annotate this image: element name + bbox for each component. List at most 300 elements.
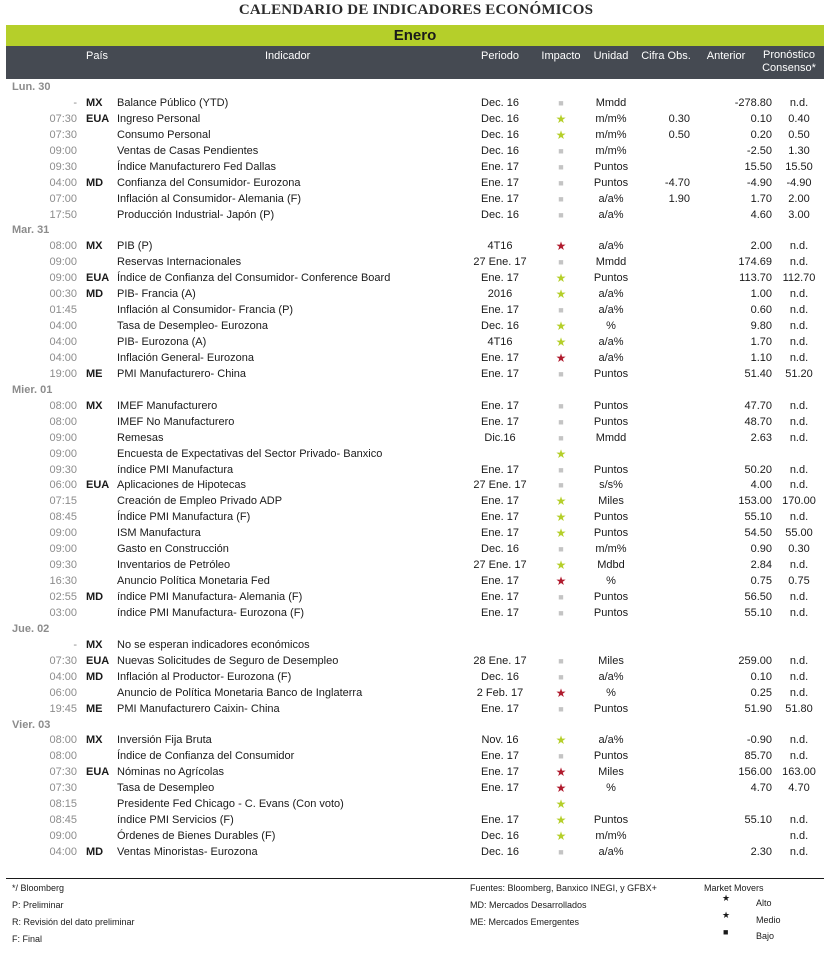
row-previous: 4.00 bbox=[750, 479, 772, 492]
row-unit: m/m% bbox=[595, 830, 627, 843]
row-country: MD bbox=[86, 591, 104, 603]
impact-star-icon: ★ bbox=[555, 111, 567, 126]
row-indicator: IMEF No Manufacturero bbox=[117, 415, 235, 428]
day-label: Mar. 31 bbox=[12, 224, 50, 237]
row-period: 2016 bbox=[487, 288, 513, 301]
row-indicator: Inflación al Consumidor- Francia (P) bbox=[117, 304, 294, 317]
row-unit: a/a% bbox=[598, 336, 624, 348]
row-forecast: 170.00 bbox=[782, 495, 816, 508]
row-previous: 174.69 bbox=[738, 256, 772, 269]
row-forecast: 15.50 bbox=[785, 160, 813, 173]
row-period: Ene. 17 bbox=[481, 527, 519, 540]
row-indicator: PIB (P) bbox=[117, 240, 153, 253]
row-previous: 85.70 bbox=[744, 750, 772, 763]
impact-square-icon: ■ bbox=[558, 305, 564, 316]
row-indicator: Nóminas no Agrícolas bbox=[117, 766, 224, 779]
row-forecast: 51.20 bbox=[785, 367, 813, 380]
row-forecast: n.d. bbox=[789, 591, 809, 603]
table-row bbox=[6, 367, 824, 383]
row-unit: a/a% bbox=[598, 846, 624, 858]
impact-star-icon: ★ bbox=[555, 765, 567, 780]
row-period: Ene. 17 bbox=[481, 782, 519, 795]
day-header bbox=[6, 718, 824, 734]
footer-note: */ Bloomberg bbox=[12, 883, 65, 893]
table-row bbox=[6, 351, 824, 367]
row-forecast: n.d. bbox=[789, 846, 809, 858]
impact-square-icon: ■ bbox=[558, 464, 564, 475]
row-period: Ene. 17 bbox=[481, 399, 519, 412]
row-country: ME bbox=[86, 367, 103, 380]
row-period: Dic.16 bbox=[484, 431, 516, 444]
impact-star-icon: ★ bbox=[555, 335, 567, 349]
row-obs: 0.50 bbox=[668, 128, 690, 141]
impact-star-icon: ★ bbox=[555, 350, 567, 365]
row-forecast: n.d. bbox=[789, 511, 809, 524]
row-forecast: n.d. bbox=[789, 96, 809, 109]
footer-divider bbox=[6, 878, 824, 879]
row-unit: Puntos bbox=[593, 463, 629, 476]
row-time: 08:00 bbox=[49, 415, 77, 428]
row-indicator: Remesas bbox=[117, 431, 164, 444]
table-row bbox=[6, 255, 824, 271]
row-indicator: Inflación General- Eurozona bbox=[117, 351, 254, 364]
impact-square-icon: ■ bbox=[558, 193, 564, 204]
row-period: Ene. 17 bbox=[481, 511, 519, 524]
row-forecast: 51.80 bbox=[785, 702, 813, 715]
row-forecast: n.d. bbox=[789, 415, 809, 428]
row-indicator: Inversión Fija Bruta bbox=[117, 734, 212, 747]
impact-square-icon: ■ bbox=[558, 161, 564, 172]
row-period: Dec. 16 bbox=[481, 128, 519, 141]
row-indicator: Índice PMI Manufactura (F) bbox=[117, 511, 251, 524]
row-forecast: n.d. bbox=[789, 304, 809, 317]
row-unit: m/m% bbox=[595, 128, 627, 141]
table-row bbox=[6, 638, 824, 654]
row-previous: 2.00 bbox=[750, 240, 772, 253]
table-row bbox=[6, 287, 824, 303]
row-previous: 48.70 bbox=[744, 415, 772, 428]
row-forecast: 163.00 bbox=[782, 766, 816, 779]
row-forecast: n.d. bbox=[789, 479, 809, 492]
page-title: CALENDARIO DE INDICADORES ECONÓMICOS bbox=[238, 2, 594, 18]
row-period: Dec. 16 bbox=[481, 670, 519, 683]
impact-star-icon: ★ bbox=[555, 829, 567, 844]
row-indicator: Ingreso Personal bbox=[117, 112, 201, 125]
row-country: EUA bbox=[86, 766, 110, 779]
row-forecast: n.d. bbox=[789, 670, 809, 683]
row-forecast: n.d. bbox=[789, 830, 809, 843]
row-unit: s/s% bbox=[599, 479, 623, 492]
row-obs: -4.70 bbox=[664, 176, 690, 189]
row-time: 08:15 bbox=[49, 798, 77, 811]
impact-square-icon: ■ bbox=[558, 607, 564, 618]
row-previous: 55.10 bbox=[744, 606, 772, 619]
row-forecast: 3.00 bbox=[788, 208, 810, 221]
row-period: Dec. 16 bbox=[481, 543, 519, 556]
row-time: 09:00 bbox=[49, 543, 77, 556]
impact-star-icon: ★ bbox=[555, 494, 567, 509]
table-row bbox=[6, 478, 824, 494]
row-time: 07:30 bbox=[49, 128, 77, 141]
row-indicator: Índice Manufacturero Fed Dallas bbox=[117, 160, 276, 173]
row-unit: m/m% bbox=[595, 112, 627, 125]
impact-square-icon: ■ bbox=[558, 751, 564, 762]
row-period: Ene. 17 bbox=[481, 415, 519, 428]
row-unit: m/m% bbox=[595, 543, 627, 556]
row-indicator: índice PMI Manufactura- Alemania (F) bbox=[117, 591, 303, 603]
impact-square-icon: ■ bbox=[558, 97, 564, 108]
row-previous: 0.20 bbox=[750, 128, 772, 141]
impact-square-icon: ■ bbox=[558, 432, 564, 443]
impact-star-icon: ★ bbox=[555, 526, 567, 541]
table-row bbox=[6, 144, 824, 160]
row-indicator: Ventas de Casas Pendientes bbox=[117, 144, 259, 157]
table-row bbox=[6, 749, 824, 765]
row-previous: 55.10 bbox=[744, 511, 772, 524]
row-period: Ene. 17 bbox=[481, 750, 519, 763]
impact-square-icon: ■ bbox=[558, 177, 564, 188]
row-forecast: n.d. bbox=[789, 559, 809, 572]
row-forecast: 0.50 bbox=[788, 128, 810, 141]
row-period: Ene. 17 bbox=[481, 702, 519, 715]
impact-star-icon: ★ bbox=[555, 510, 567, 525]
row-period: Ene. 17 bbox=[481, 766, 519, 779]
row-indicator: Anuncio de Política Monetaria Banco de Inglaterra bbox=[117, 686, 363, 699]
row-unit: a/a% bbox=[598, 670, 624, 683]
row-country: MX bbox=[86, 96, 103, 109]
table-row bbox=[6, 542, 824, 558]
footer-sources: Fuentes: Bloomberg, Banxico INEGI, y GFBX+ bbox=[470, 883, 657, 893]
impact-star-icon: ★ bbox=[555, 781, 567, 796]
row-indicator: PIB- Francia (A) bbox=[117, 288, 196, 301]
row-period: Dec. 16 bbox=[481, 846, 519, 858]
table-row bbox=[6, 686, 824, 702]
day-label: Lun. 30 bbox=[12, 81, 51, 93]
row-unit: Puntos bbox=[593, 367, 629, 380]
star-icon-high: ★ bbox=[722, 893, 731, 903]
row-period: 2 Feb. 17 bbox=[476, 686, 524, 699]
row-indicator: PMI Manufacturero Caixin- China bbox=[117, 702, 280, 715]
row-indicator: Nuevas Solicitudes de Seguro de Desempleo bbox=[117, 654, 339, 667]
row-period: Ene. 17 bbox=[481, 814, 519, 827]
row-indicator: Inflación al Productor- Eurozona (F) bbox=[117, 670, 292, 683]
row-time: 08:45 bbox=[49, 511, 77, 524]
row-indicator: PIB- Eurozona (A) bbox=[117, 336, 207, 348]
row-forecast: n.d. bbox=[789, 734, 809, 747]
row-indicator: Creación de Empleo Privado ADP bbox=[117, 495, 283, 508]
impact-star-icon: ★ bbox=[555, 685, 567, 700]
row-previous: 0.10 bbox=[750, 670, 772, 683]
row-time: 04:00 bbox=[49, 351, 77, 364]
row-indicator: Encuesta de Expectativas del Sector Privado- Banxico bbox=[117, 447, 383, 460]
impact-square-icon: ■ bbox=[558, 416, 564, 427]
row-period: Ene. 17 bbox=[481, 160, 519, 173]
impact-square-icon: ■ bbox=[558, 145, 564, 156]
row-time: 08:00 bbox=[49, 734, 77, 747]
row-unit: Mdbd bbox=[597, 559, 625, 572]
impact-square-icon: ■ bbox=[558, 400, 564, 411]
row-time: 08:00 bbox=[49, 399, 77, 412]
day-label: Vier. 03 bbox=[12, 718, 51, 731]
row-period: Dec. 16 bbox=[481, 96, 519, 109]
row-indicator: Gasto en Construcción bbox=[117, 543, 229, 556]
row-period: 27 Ene. 17 bbox=[473, 256, 527, 269]
row-previous: -0.90 bbox=[746, 734, 772, 747]
row-period: 4T16 bbox=[487, 336, 513, 348]
row-previous: 54.50 bbox=[744, 527, 772, 540]
table-row bbox=[6, 335, 824, 351]
row-time: 09:00 bbox=[49, 830, 77, 843]
impact-square-icon: ■ bbox=[558, 209, 564, 220]
row-forecast: 55.00 bbox=[785, 527, 813, 540]
table-row bbox=[6, 702, 824, 718]
footer-md: MD: Mercados Desarrollados bbox=[470, 900, 587, 910]
table-row bbox=[6, 431, 824, 447]
row-period: Ene. 17 bbox=[481, 367, 519, 380]
row-country: EUA bbox=[86, 654, 110, 667]
row-country: EUA bbox=[86, 112, 110, 125]
row-unit: a/a% bbox=[598, 208, 624, 221]
row-previous: 1.70 bbox=[750, 192, 772, 205]
row-forecast: n.d. bbox=[789, 814, 809, 827]
row-previous: 113.70 bbox=[739, 272, 772, 285]
row-time: 07:15 bbox=[49, 495, 77, 508]
row-unit: % bbox=[606, 575, 616, 588]
row-period: Dec. 16 bbox=[481, 320, 519, 333]
row-unit: Mmdd bbox=[595, 96, 627, 109]
row-indicator: Ventas Minoristas- Eurozona bbox=[117, 846, 258, 858]
row-previous: 47.70 bbox=[744, 399, 772, 412]
table-row bbox=[6, 112, 824, 128]
table-row bbox=[6, 845, 824, 861]
row-unit: % bbox=[606, 782, 616, 795]
row-forecast: n.d. bbox=[789, 399, 809, 412]
header-pronostico bbox=[754, 49, 824, 75]
table-row bbox=[6, 670, 824, 686]
table-row bbox=[6, 558, 824, 574]
row-period: Ene. 17 bbox=[481, 463, 519, 476]
row-period: Ene. 17 bbox=[481, 575, 519, 588]
impact-square-icon: ■ bbox=[558, 480, 564, 491]
row-forecast: n.d. bbox=[789, 606, 809, 619]
row-unit: a/a% bbox=[598, 288, 624, 301]
row-indicator: IMEF Manufacturero bbox=[117, 399, 218, 412]
row-time: - bbox=[73, 96, 77, 109]
row-forecast: n.d. bbox=[789, 750, 809, 763]
table-row bbox=[6, 797, 824, 813]
row-obs: 0.30 bbox=[668, 112, 690, 125]
row-indicator: ISM Manufactura bbox=[117, 527, 201, 540]
row-unit: Puntos bbox=[593, 606, 629, 619]
row-forecast: n.d. bbox=[789, 240, 809, 253]
row-unit: Miles bbox=[598, 766, 624, 779]
table-row bbox=[6, 303, 824, 319]
header-impacto: Impacto bbox=[541, 50, 581, 62]
impact-star-icon: ★ bbox=[555, 287, 567, 302]
row-unit: m/m% bbox=[595, 144, 627, 157]
row-period: 4T16 bbox=[487, 240, 513, 253]
row-unit: a/a% bbox=[598, 734, 624, 747]
day-header bbox=[6, 622, 824, 638]
row-previous: 2.30 bbox=[750, 846, 772, 858]
impact-star-icon: ★ bbox=[555, 127, 567, 142]
row-unit: a/a% bbox=[598, 192, 624, 205]
row-previous: 1.70 bbox=[750, 336, 772, 348]
row-previous: 4.60 bbox=[750, 208, 772, 221]
row-time: 04:00 bbox=[49, 176, 77, 189]
row-forecast: 0.75 bbox=[788, 575, 810, 588]
row-time: 09:00 bbox=[49, 272, 77, 285]
row-time: 09:00 bbox=[49, 447, 77, 460]
header-indicador: Indicador bbox=[265, 50, 311, 62]
row-country: MX bbox=[86, 734, 103, 747]
row-time: 08:00 bbox=[49, 750, 77, 763]
row-time: 09:30 bbox=[49, 559, 77, 572]
row-period: Ene. 17 bbox=[481, 304, 519, 317]
row-previous: 4.70 bbox=[750, 782, 772, 795]
table-row bbox=[6, 574, 824, 590]
row-country: MD bbox=[86, 670, 104, 683]
row-period: Dec. 16 bbox=[481, 144, 519, 157]
row-indicator: índice PMI Manufactura- Eurozona (F) bbox=[117, 606, 305, 619]
table-row bbox=[6, 606, 824, 622]
row-unit: Puntos bbox=[593, 272, 629, 285]
row-unit: Puntos bbox=[593, 399, 629, 412]
table-row bbox=[6, 319, 824, 335]
row-indicator: Tasa de Desempleo- Eurozona bbox=[117, 320, 269, 333]
star-icon-medium: ★ bbox=[722, 910, 731, 920]
row-country: MX bbox=[86, 399, 103, 412]
month-banner: Enero bbox=[6, 25, 824, 46]
row-unit: Puntos bbox=[593, 176, 629, 189]
table-row bbox=[6, 526, 824, 542]
impact-square-icon: ■ bbox=[558, 671, 564, 682]
table-row bbox=[6, 781, 824, 797]
table-row bbox=[6, 271, 824, 287]
legend-low-label: Bajo bbox=[756, 931, 775, 941]
row-time: 07:30 bbox=[49, 782, 77, 795]
row-period: Nov. 16 bbox=[481, 734, 519, 747]
row-forecast: n.d. bbox=[789, 288, 809, 301]
row-time: 19:45 bbox=[49, 702, 77, 715]
row-unit: Miles bbox=[598, 654, 624, 667]
row-obs: 1.90 bbox=[668, 192, 690, 205]
calendar-table bbox=[6, 80, 824, 861]
row-forecast: n.d. bbox=[789, 654, 809, 667]
impact-square-icon: ■ bbox=[558, 257, 564, 268]
table-row bbox=[6, 192, 824, 208]
impact-square-icon: ■ bbox=[558, 368, 564, 379]
row-previous: 2.84 bbox=[750, 559, 772, 572]
row-previous: -278.80 bbox=[734, 96, 772, 109]
row-country: ME bbox=[86, 702, 103, 715]
row-period: Dec. 16 bbox=[481, 112, 519, 125]
table-row bbox=[6, 239, 824, 255]
impact-square-icon: ■ bbox=[558, 544, 564, 555]
row-forecast: n.d. bbox=[789, 431, 809, 444]
legend-title: Market Movers bbox=[704, 883, 764, 893]
header-pronostico-line1: Pronóstico bbox=[763, 49, 815, 61]
row-forecast: n.d. bbox=[789, 336, 809, 348]
row-forecast: -4.90 bbox=[786, 176, 812, 189]
impact-square-icon: ■ bbox=[558, 655, 564, 666]
row-unit: a/a% bbox=[598, 351, 624, 364]
table-row bbox=[6, 447, 824, 463]
row-previous: 50.20 bbox=[744, 463, 772, 476]
table-row bbox=[6, 160, 824, 176]
row-time: 07:30 bbox=[49, 654, 77, 667]
impact-star-icon: ★ bbox=[555, 574, 567, 589]
row-time: 04:00 bbox=[49, 336, 77, 348]
row-period: Ene. 17 bbox=[481, 176, 519, 189]
row-time: 17:50 bbox=[49, 208, 77, 221]
row-previous: -2.50 bbox=[746, 144, 772, 157]
row-indicator: Índice de Confianza del Consumidor bbox=[117, 750, 295, 763]
row-time: 09:00 bbox=[49, 431, 77, 444]
row-indicator: Presidente Fed Chicago - C. Evans (Con voto) bbox=[117, 798, 344, 811]
row-time: 00:30 bbox=[49, 288, 77, 301]
table-row bbox=[6, 415, 824, 431]
impact-star-icon: ★ bbox=[555, 446, 567, 461]
header-anterior: Anterior bbox=[706, 50, 746, 62]
row-time: 08:00 bbox=[49, 240, 77, 253]
legend-high-label: Alto bbox=[756, 898, 772, 908]
row-time: 09:00 bbox=[49, 527, 77, 540]
row-country: EUA bbox=[86, 272, 110, 285]
row-time: 03:00 bbox=[49, 606, 77, 619]
table-row bbox=[6, 590, 824, 606]
row-indicator: Reservas Internacionales bbox=[117, 256, 242, 269]
row-country: EUA bbox=[86, 479, 110, 492]
row-indicator: Producción Industrial- Japón (P) bbox=[117, 208, 275, 221]
impact-square-icon: ■ bbox=[558, 847, 564, 857]
row-unit: Mmdd bbox=[595, 431, 627, 444]
row-time: 06:00 bbox=[49, 479, 77, 492]
table-row bbox=[6, 399, 824, 415]
row-unit: % bbox=[606, 320, 616, 333]
row-period: 27 Ene. 17 bbox=[473, 479, 527, 492]
day-header bbox=[6, 383, 824, 399]
header-periodo: Periodo bbox=[481, 50, 519, 62]
header-unidad: Unidad bbox=[593, 50, 629, 62]
row-country: MD bbox=[86, 846, 104, 858]
row-previous: 259.00 bbox=[738, 654, 772, 667]
row-time: 06:00 bbox=[49, 686, 77, 699]
row-time: 09:30 bbox=[49, 463, 77, 476]
row-indicator: Consumo Personal bbox=[117, 128, 211, 141]
row-previous: 51.40 bbox=[744, 367, 772, 380]
row-time: 04:00 bbox=[49, 846, 77, 858]
impact-star-icon: ★ bbox=[555, 813, 567, 828]
row-unit: Puntos bbox=[593, 160, 629, 173]
row-time: - bbox=[73, 638, 77, 651]
row-previous: 0.90 bbox=[750, 543, 772, 556]
impact-star-icon: ★ bbox=[555, 271, 567, 286]
footer-me: ME: Mercados Emergentes bbox=[470, 917, 580, 927]
row-indicator: Índice de Confianza del Consumidor- Conference Board bbox=[117, 272, 391, 285]
row-previous: 1.10 bbox=[750, 351, 772, 364]
row-time: 04:00 bbox=[49, 320, 77, 333]
row-previous: 153.00 bbox=[738, 495, 772, 508]
row-previous: 56.50 bbox=[744, 591, 772, 603]
row-time: 01:45 bbox=[49, 304, 77, 317]
row-country: MD bbox=[86, 288, 104, 301]
header-pais: País bbox=[86, 50, 109, 62]
row-unit: Puntos bbox=[593, 814, 629, 827]
row-previous: 0.25 bbox=[750, 686, 772, 699]
table-row bbox=[6, 463, 824, 479]
row-unit: Puntos bbox=[593, 702, 629, 715]
